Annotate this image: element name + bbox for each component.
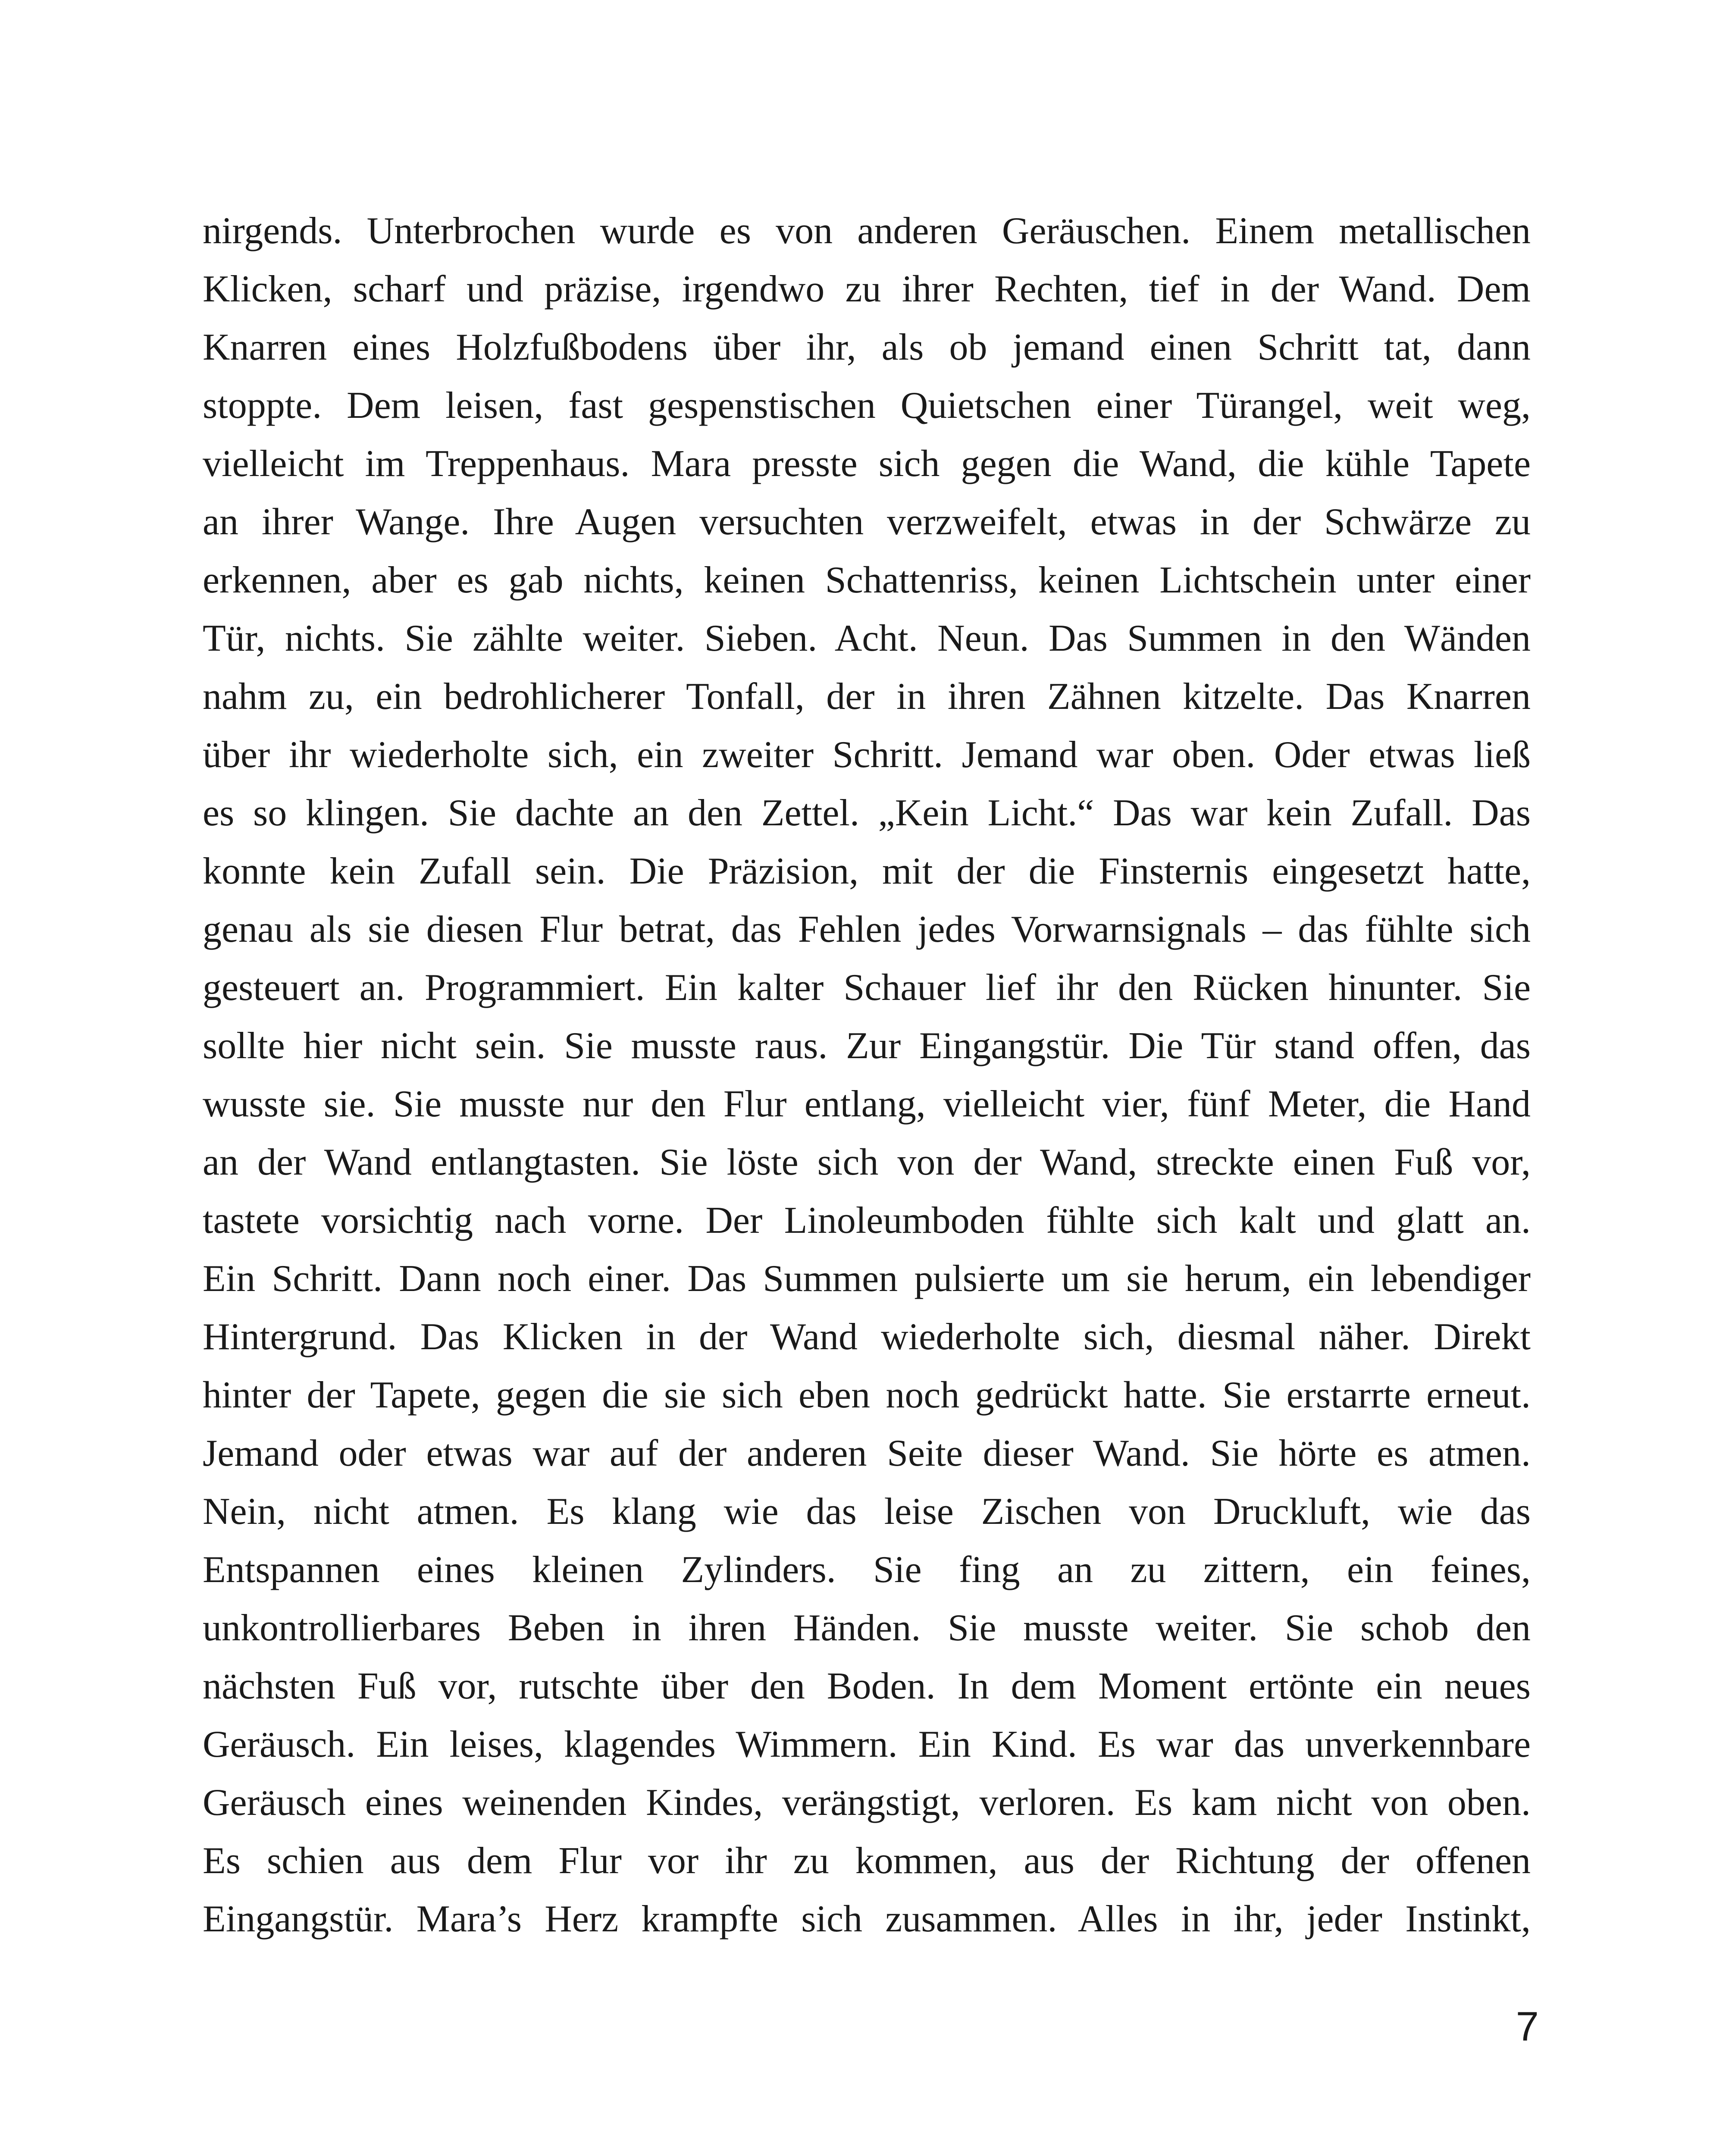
page-number: 7 — [1516, 2003, 1539, 2049]
text-line: unkontrollierbares Beben in ihren Händen. Sie musste weiter. Sie schob den — [203, 1607, 1531, 1649]
text-line: an ihrer Wange. Ihre Augen versuchten verzweifelt, etwas in der Schwärze zu — [203, 501, 1531, 543]
text-line: Jemand oder etwas war auf der anderen Seite dieser Wand. Sie hörte es atmen. — [203, 1432, 1531, 1474]
text-line: hinter der Tapete, gegen die sie sich eben noch gedrückt hatte. Sie erstarrte erneut. — [203, 1374, 1531, 1416]
text-line: vielleicht im Treppenhaus. Mara presste sich gegen die Wand, die kühle Tapete — [203, 443, 1531, 485]
text-line: Knarren eines Holzfußbodens über ihr, als ob jemand einen Schritt tat, dann — [203, 326, 1531, 368]
text-line: an der Wand entlangtasten. Sie löste sich von der Wand, streckte einen Fuß vor, — [203, 1141, 1531, 1183]
text-line: genau als sie diesen Flur betrat, das Fehlen jedes Vorwarnsignals – das fühlte sich — [203, 909, 1531, 950]
text-line: Tür, nichts. Sie zählte weiter. Sieben. Acht. Neun. Das Summen in den Wänden — [203, 617, 1531, 659]
text-line: Klicken, scharf und präzise, irgendwo zu ihrer Rechten, tief in der Wand. Dem — [203, 268, 1531, 310]
text-line: Hintergrund. Das Klicken in der Wand wiederholte sich, diesmal näher. Direkt — [203, 1316, 1531, 1358]
text-line: über ihr wiederholte sich, ein zweiter Schritt. Jemand war oben. Oder etwas ließ — [203, 734, 1531, 776]
text-line: es so klingen. Sie dachte an den Zettel. „Kein Licht.“ Das war kein Zufall. Das — [203, 792, 1531, 834]
text-line: Eingangstür. Mara’s Herz krampfte sich zusammen. Alles in ihr, jeder Instinkt, — [203, 1898, 1531, 1940]
text-line: Es schien aus dem Flur vor ihr zu kommen, aus der Richtung der offenen — [203, 1840, 1531, 1882]
text-line: stoppte. Dem leisen, fast gespenstischen Quietschen einer Türangel, weit weg, — [203, 385, 1531, 426]
text-line: erkennen, aber es gab nichts, keinen Schattenriss, keinen Lichtschein unter einer — [203, 559, 1531, 601]
text-line: Geräusch eines weinenden Kindes, verängstigt, verloren. Es kam nicht von oben. — [203, 1782, 1531, 1824]
text-line: Geräusch. Ein leises, klagendes Wimmern. Ein Kind. Es war das unverkennbare — [203, 1724, 1531, 1765]
text-line: nächsten Fuß vor, rutschte über den Boden. In dem Moment ertönte ein neues — [203, 1665, 1531, 1707]
text-line: wusste sie. Sie musste nur den Flur entlang, vielleicht vier, fünf Meter, die Hand — [203, 1083, 1531, 1125]
text-line: Entspannen eines kleinen Zylinders. Sie fing an zu zittern, ein feines, — [203, 1549, 1531, 1591]
text-line: Ein Schritt. Dann noch einer. Das Summen pulsierte um sie herum, ein lebendiger — [203, 1258, 1531, 1300]
text-line: nirgends. Unterbrochen wurde es von anderen Geräuschen. Einem metallischen — [203, 210, 1531, 252]
text-line: sollte hier nicht sein. Sie musste raus. Zur Eingangstür. Die Tür stand offen, das — [203, 1025, 1531, 1067]
text-line: nahm zu, ein bedrohlicherer Tonfall, der in ihren Zähnen kitzelte. Das Knarren — [203, 676, 1531, 718]
text-line: konnte kein Zufall sein. Die Präzision, mit der die Finsternis eingesetzt hatte, — [203, 850, 1531, 892]
text-line: tastete vorsichtig nach vorne. Der Linoleumboden fühlte sich kalt und glatt an. — [203, 1200, 1531, 1241]
text-line: Nein, nicht atmen. Es klang wie das leise Zischen von Druckluft, wie das — [203, 1491, 1531, 1532]
body-text — [203, 202, 1531, 1948]
text-line: gesteuert an. Programmiert. Ein kalter Schauer lief ihr den Rücken hinunter. Sie — [203, 967, 1531, 1009]
